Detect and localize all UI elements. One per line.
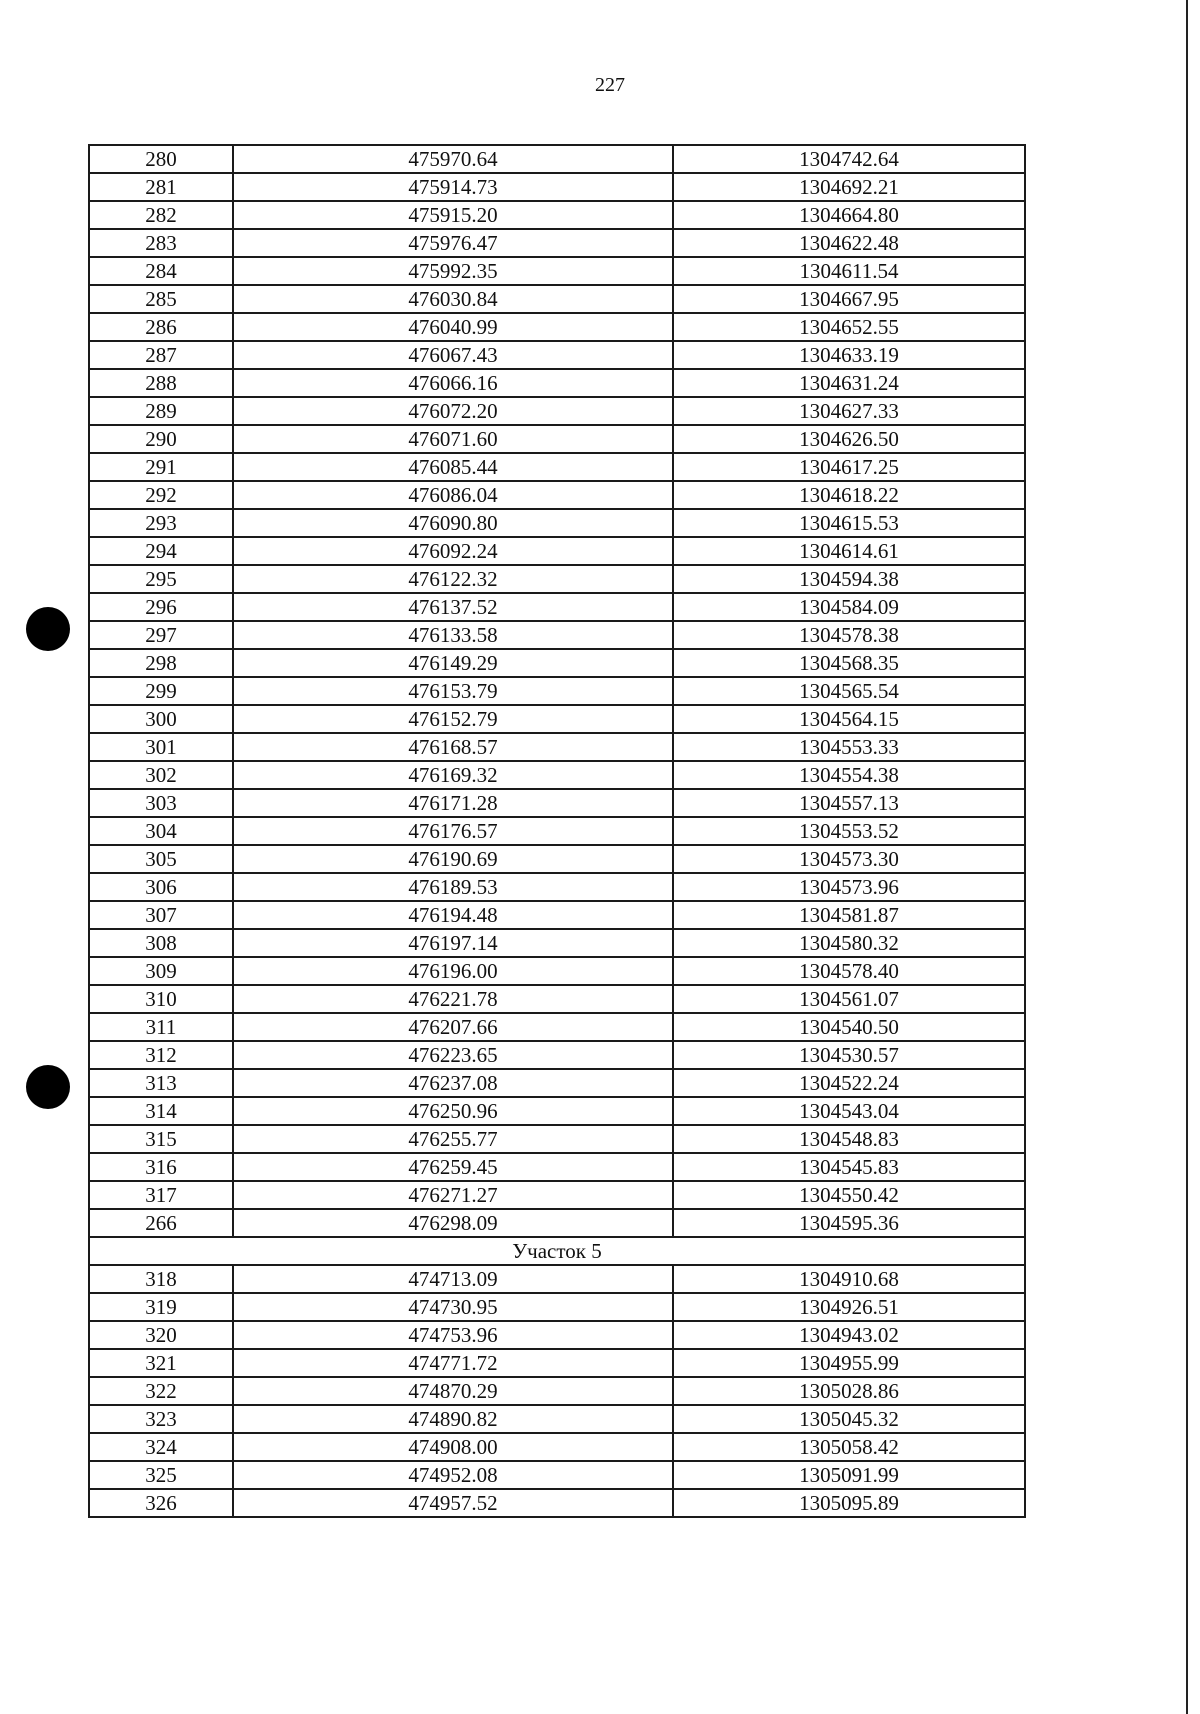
- y-coordinate-cell: 1304631.24: [673, 369, 1025, 397]
- y-coordinate-cell: 1304554.38: [673, 761, 1025, 789]
- x-coordinate-cell: 476092.24: [233, 537, 673, 565]
- y-coordinate-cell: 1304910.68: [673, 1265, 1025, 1293]
- y-coordinate-cell: 1304578.40: [673, 957, 1025, 985]
- section-title: Участок 5: [89, 1237, 1025, 1265]
- x-coordinate-cell: 476197.14: [233, 929, 673, 957]
- table-row: [89, 229, 1025, 257]
- point-number-cell: 285: [89, 285, 233, 313]
- point-number-cell: 321: [89, 1349, 233, 1377]
- point-number-cell: 299: [89, 677, 233, 705]
- x-coordinate-cell: 475976.47: [233, 229, 673, 257]
- point-number-cell: 287: [89, 341, 233, 369]
- x-coordinate-cell: 476171.28: [233, 789, 673, 817]
- x-coordinate-cell: 476030.84: [233, 285, 673, 313]
- y-coordinate-cell: 1304633.19: [673, 341, 1025, 369]
- y-coordinate-cell: 1304540.50: [673, 1013, 1025, 1041]
- point-number-cell: 297: [89, 621, 233, 649]
- x-coordinate-cell: 476223.65: [233, 1041, 673, 1069]
- table-row: [89, 1125, 1025, 1153]
- table-row: [89, 733, 1025, 761]
- point-number-cell: 289: [89, 397, 233, 425]
- y-coordinate-cell: 1304618.22: [673, 481, 1025, 509]
- table-row: [89, 537, 1025, 565]
- x-coordinate-cell: 475970.64: [233, 145, 673, 173]
- table-row: [89, 369, 1025, 397]
- point-number-cell: 309: [89, 957, 233, 985]
- page-edge-line: [1186, 0, 1188, 1714]
- x-coordinate-cell: 476086.04: [233, 481, 673, 509]
- y-coordinate-cell: 1304522.24: [673, 1069, 1025, 1097]
- x-coordinate-cell: 474952.08: [233, 1461, 673, 1489]
- x-coordinate-cell: 476071.60: [233, 425, 673, 453]
- x-coordinate-cell: 476040.99: [233, 313, 673, 341]
- point-number-cell: 291: [89, 453, 233, 481]
- x-coordinate-cell: 476207.66: [233, 1013, 673, 1041]
- point-number-cell: 296: [89, 593, 233, 621]
- table-row: [89, 649, 1025, 677]
- x-coordinate-cell: 474870.29: [233, 1377, 673, 1405]
- point-number-cell: 294: [89, 537, 233, 565]
- y-coordinate-cell: 1304692.21: [673, 173, 1025, 201]
- x-coordinate-cell: 475992.35: [233, 257, 673, 285]
- y-coordinate-cell: 1304550.42: [673, 1181, 1025, 1209]
- table-row: [89, 677, 1025, 705]
- table-row: [89, 621, 1025, 649]
- y-coordinate-cell: 1304943.02: [673, 1321, 1025, 1349]
- section-header-group: [89, 1237, 1025, 1265]
- x-coordinate-cell: 476176.57: [233, 817, 673, 845]
- table-row: [89, 509, 1025, 537]
- table-row: [89, 565, 1025, 593]
- y-coordinate-cell: 1304667.95: [673, 285, 1025, 313]
- table-row: [89, 145, 1025, 173]
- y-coordinate-cell: 1304578.38: [673, 621, 1025, 649]
- point-number-cell: 319: [89, 1293, 233, 1321]
- point-number-cell: 325: [89, 1461, 233, 1489]
- table-row: [89, 1377, 1025, 1405]
- point-number-cell: 310: [89, 985, 233, 1013]
- y-coordinate-cell: 1304615.53: [673, 509, 1025, 537]
- table-row: [89, 1041, 1025, 1069]
- point-number-cell: 288: [89, 369, 233, 397]
- x-coordinate-cell: 476122.32: [233, 565, 673, 593]
- x-coordinate-cell: 476168.57: [233, 733, 673, 761]
- table-body-bottom: [89, 1265, 1025, 1517]
- y-coordinate-cell: 1304581.87: [673, 901, 1025, 929]
- point-number-cell: 266: [89, 1209, 233, 1237]
- x-coordinate-cell: 476090.80: [233, 509, 673, 537]
- y-coordinate-cell: 1304553.52: [673, 817, 1025, 845]
- y-coordinate-cell: 1304561.07: [673, 985, 1025, 1013]
- x-coordinate-cell: 476250.96: [233, 1097, 673, 1125]
- table-row: [89, 257, 1025, 285]
- table-row: [89, 845, 1025, 873]
- x-coordinate-cell: 476067.43: [233, 341, 673, 369]
- punch-hole-mark: [26, 1065, 70, 1109]
- point-number-cell: 292: [89, 481, 233, 509]
- point-number-cell: 298: [89, 649, 233, 677]
- y-coordinate-cell: 1304530.57: [673, 1041, 1025, 1069]
- table-row: [89, 705, 1025, 733]
- x-coordinate-cell: 474771.72: [233, 1349, 673, 1377]
- table-row: [89, 817, 1025, 845]
- point-number-cell: 313: [89, 1069, 233, 1097]
- y-coordinate-cell: 1304568.35: [673, 649, 1025, 677]
- table-row: [89, 789, 1025, 817]
- y-coordinate-cell: 1304545.83: [673, 1153, 1025, 1181]
- table-row: [89, 453, 1025, 481]
- point-number-cell: 326: [89, 1489, 233, 1517]
- point-number-cell: 322: [89, 1377, 233, 1405]
- table-row: [89, 873, 1025, 901]
- point-number-cell: 282: [89, 201, 233, 229]
- table-row: [89, 1321, 1025, 1349]
- point-number-cell: 314: [89, 1097, 233, 1125]
- table-row: [89, 1293, 1025, 1321]
- point-number-cell: 280: [89, 145, 233, 173]
- point-number-cell: 318: [89, 1265, 233, 1293]
- punch-hole-mark: [26, 607, 70, 651]
- y-coordinate-cell: 1304553.33: [673, 733, 1025, 761]
- x-coordinate-cell: 476152.79: [233, 705, 673, 733]
- table-row: [89, 341, 1025, 369]
- x-coordinate-cell: 474713.09: [233, 1265, 673, 1293]
- point-number-cell: 303: [89, 789, 233, 817]
- point-number-cell: 283: [89, 229, 233, 257]
- table-row: [89, 1405, 1025, 1433]
- table-row: [89, 1069, 1025, 1097]
- point-number-cell: 290: [89, 425, 233, 453]
- x-coordinate-cell: 476221.78: [233, 985, 673, 1013]
- y-coordinate-cell: 1304611.54: [673, 257, 1025, 285]
- x-coordinate-cell: 476085.44: [233, 453, 673, 481]
- x-coordinate-cell: 476196.00: [233, 957, 673, 985]
- x-coordinate-cell: 476137.52: [233, 593, 673, 621]
- x-coordinate-cell: 474908.00: [233, 1433, 673, 1461]
- x-coordinate-cell: 476255.77: [233, 1125, 673, 1153]
- y-coordinate-cell: 1304595.36: [673, 1209, 1025, 1237]
- point-number-cell: 323: [89, 1405, 233, 1433]
- y-coordinate-cell: 1304580.32: [673, 929, 1025, 957]
- x-coordinate-cell: 476189.53: [233, 873, 673, 901]
- table-row: [89, 1209, 1025, 1237]
- x-coordinate-cell: 476298.09: [233, 1209, 673, 1237]
- table-row: [89, 173, 1025, 201]
- x-coordinate-cell: 476190.69: [233, 845, 673, 873]
- table-body-top: [89, 145, 1025, 1237]
- table-row: [89, 1349, 1025, 1377]
- y-coordinate-cell: 1304573.30: [673, 845, 1025, 873]
- x-coordinate-cell: 476149.29: [233, 649, 673, 677]
- y-coordinate-cell: 1305058.42: [673, 1433, 1025, 1461]
- table-row: [89, 593, 1025, 621]
- y-coordinate-cell: 1304664.80: [673, 201, 1025, 229]
- coordinates-table: [88, 144, 1026, 1518]
- point-number-cell: 316: [89, 1153, 233, 1181]
- y-coordinate-cell: 1304926.51: [673, 1293, 1025, 1321]
- page-number: 227: [595, 74, 625, 96]
- y-coordinate-cell: 1304594.38: [673, 565, 1025, 593]
- point-number-cell: 317: [89, 1181, 233, 1209]
- point-number-cell: 293: [89, 509, 233, 537]
- table-row: [89, 313, 1025, 341]
- point-number-cell: 315: [89, 1125, 233, 1153]
- point-number-cell: 308: [89, 929, 233, 957]
- x-coordinate-cell: 474753.96: [233, 1321, 673, 1349]
- x-coordinate-cell: 476259.45: [233, 1153, 673, 1181]
- table-row: [89, 285, 1025, 313]
- table-row: [89, 1433, 1025, 1461]
- point-number-cell: 302: [89, 761, 233, 789]
- x-coordinate-cell: 476237.08: [233, 1069, 673, 1097]
- point-number-cell: 284: [89, 257, 233, 285]
- table-row: [89, 761, 1025, 789]
- x-coordinate-cell: 476169.32: [233, 761, 673, 789]
- table-row: [89, 481, 1025, 509]
- y-coordinate-cell: 1304548.83: [673, 1125, 1025, 1153]
- point-number-cell: 311: [89, 1013, 233, 1041]
- table-row: [89, 425, 1025, 453]
- point-number-cell: 295: [89, 565, 233, 593]
- point-number-cell: 300: [89, 705, 233, 733]
- point-number-cell: 304: [89, 817, 233, 845]
- y-coordinate-cell: 1305028.86: [673, 1377, 1025, 1405]
- table-row: [89, 1265, 1025, 1293]
- x-coordinate-cell: 474957.52: [233, 1489, 673, 1517]
- table-row: [89, 1097, 1025, 1125]
- x-coordinate-cell: 476271.27: [233, 1181, 673, 1209]
- table-row: [89, 1181, 1025, 1209]
- x-coordinate-cell: 474890.82: [233, 1405, 673, 1433]
- point-number-cell: 281: [89, 173, 233, 201]
- y-coordinate-cell: 1304742.64: [673, 145, 1025, 173]
- section-row: [89, 1237, 1025, 1265]
- y-coordinate-cell: 1304584.09: [673, 593, 1025, 621]
- y-coordinate-cell: 1304622.48: [673, 229, 1025, 257]
- table-row: [89, 957, 1025, 985]
- table-row: [89, 201, 1025, 229]
- point-number-cell: 312: [89, 1041, 233, 1069]
- x-coordinate-cell: 476194.48: [233, 901, 673, 929]
- point-number-cell: 320: [89, 1321, 233, 1349]
- table-row: [89, 901, 1025, 929]
- table-row: [89, 985, 1025, 1013]
- x-coordinate-cell: 475915.20: [233, 201, 673, 229]
- y-coordinate-cell: 1304617.25: [673, 453, 1025, 481]
- y-coordinate-cell: 1304614.61: [673, 537, 1025, 565]
- y-coordinate-cell: 1304626.50: [673, 425, 1025, 453]
- y-coordinate-cell: 1304565.54: [673, 677, 1025, 705]
- y-coordinate-cell: 1305091.99: [673, 1461, 1025, 1489]
- point-number-cell: 305: [89, 845, 233, 873]
- table-row: [89, 1153, 1025, 1181]
- table-row: [89, 1013, 1025, 1041]
- x-coordinate-cell: 475914.73: [233, 173, 673, 201]
- point-number-cell: 307: [89, 901, 233, 929]
- point-number-cell: 306: [89, 873, 233, 901]
- x-coordinate-cell: 476153.79: [233, 677, 673, 705]
- point-number-cell: 324: [89, 1433, 233, 1461]
- y-coordinate-cell: 1305045.32: [673, 1405, 1025, 1433]
- table-row: [89, 929, 1025, 957]
- x-coordinate-cell: 474730.95: [233, 1293, 673, 1321]
- table-row: [89, 1489, 1025, 1517]
- y-coordinate-cell: 1304564.15: [673, 705, 1025, 733]
- point-number-cell: 286: [89, 313, 233, 341]
- y-coordinate-cell: 1304627.33: [673, 397, 1025, 425]
- y-coordinate-cell: 1305095.89: [673, 1489, 1025, 1517]
- y-coordinate-cell: 1304557.13: [673, 789, 1025, 817]
- x-coordinate-cell: 476072.20: [233, 397, 673, 425]
- table-row: [89, 1461, 1025, 1489]
- table-row: [89, 397, 1025, 425]
- x-coordinate-cell: 476133.58: [233, 621, 673, 649]
- y-coordinate-cell: 1304652.55: [673, 313, 1025, 341]
- y-coordinate-cell: 1304573.96: [673, 873, 1025, 901]
- x-coordinate-cell: 476066.16: [233, 369, 673, 397]
- point-number-cell: 301: [89, 733, 233, 761]
- y-coordinate-cell: 1304543.04: [673, 1097, 1025, 1125]
- y-coordinate-cell: 1304955.99: [673, 1349, 1025, 1377]
